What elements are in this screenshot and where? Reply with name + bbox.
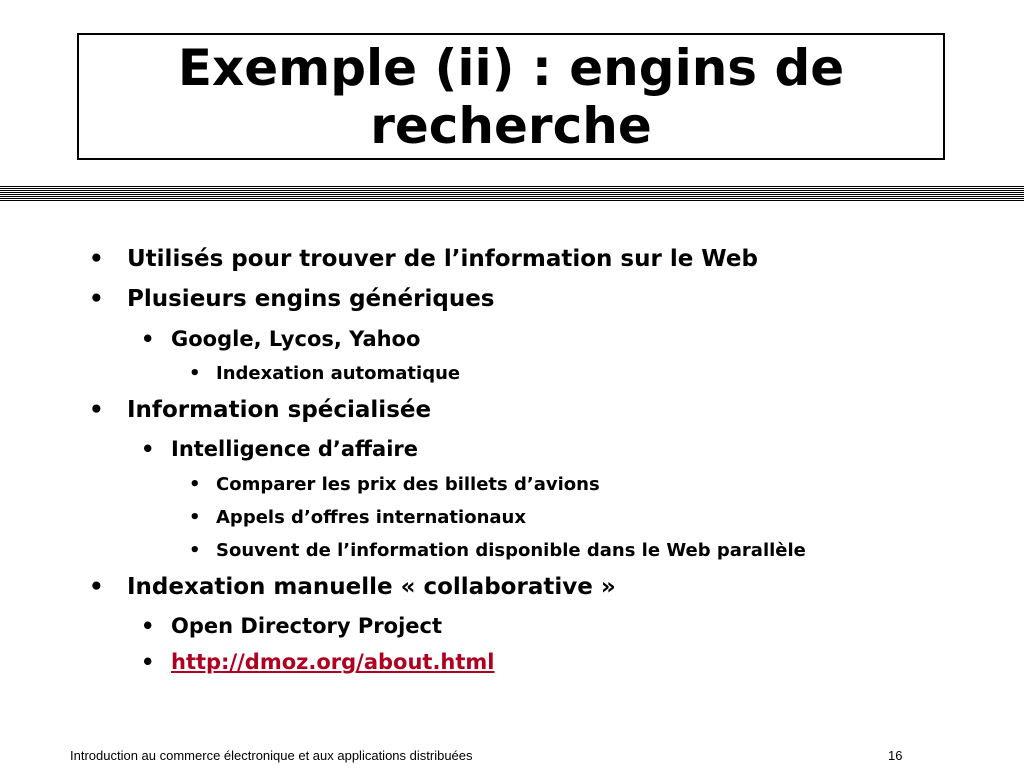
bullet-text: Indexation automatique [216,363,461,384]
bullet-icon: • [189,507,201,528]
bullet-item-level-2 [141,437,418,461]
bullet-text: Indexation manuelle « collaborative » [127,574,616,600]
bullet-item-level-2 [141,327,420,351]
bullet-item-level-3 [189,507,526,528]
bullet-icon: • [89,246,104,272]
bullet-text: Google, Lycos, Yahoo [171,327,421,351]
bullet-text: Souvent de l’information disponible dans le Web parallèle [216,540,806,561]
slide-footer [0,744,1024,768]
bullet-item-level-1 [89,246,758,272]
bullet-icon: • [141,437,155,461]
bullet-text: Comparer les prix des billets d’avions [216,474,600,495]
bullet-icon: • [141,327,155,351]
bullet-text: Appels d’offres internationaux [216,507,526,528]
bullet-icon: • [189,540,201,561]
bullet-icon: • [141,650,155,674]
bullet-icon: • [189,363,201,384]
bullet-icon: • [89,574,104,600]
slide-title-line-2: recherche [370,96,652,155]
slide-title-line-1: Exemple (ii) : engins de [177,38,845,97]
bullet-text: Plusieurs engins génériques [127,286,495,312]
bullet-item-level-2 [141,614,442,638]
bullet-item-level-1 [89,286,494,312]
footer-course-title: Introduction au commerce électronique et aux applications distribuées [70,748,473,763]
bullet-text: Intelligence d’affaire [171,437,419,461]
bullet-text: Open Directory Project [171,614,442,638]
dmoz-about-link[interactable]: http://dmoz.org/about.html [171,650,495,674]
bullet-text: Information spécialisée [127,397,432,423]
bullet-icon: • [89,286,104,312]
page-number: 16 [888,748,903,763]
bullet-item-level-1 [89,574,616,600]
bullet-icon: • [141,614,155,638]
bullet-item-level-1 [89,397,431,423]
bullet-text: Utilisés pour trouver de l’information sur le Web [127,246,758,272]
bullet-icon: • [189,474,201,495]
bullet-item-level-2 [141,650,495,674]
bullet-item-level-3 [189,363,460,384]
bullet-icon: • [89,397,104,423]
bullet-item-level-3 [189,474,600,495]
bullet-item-level-3 [189,540,806,561]
